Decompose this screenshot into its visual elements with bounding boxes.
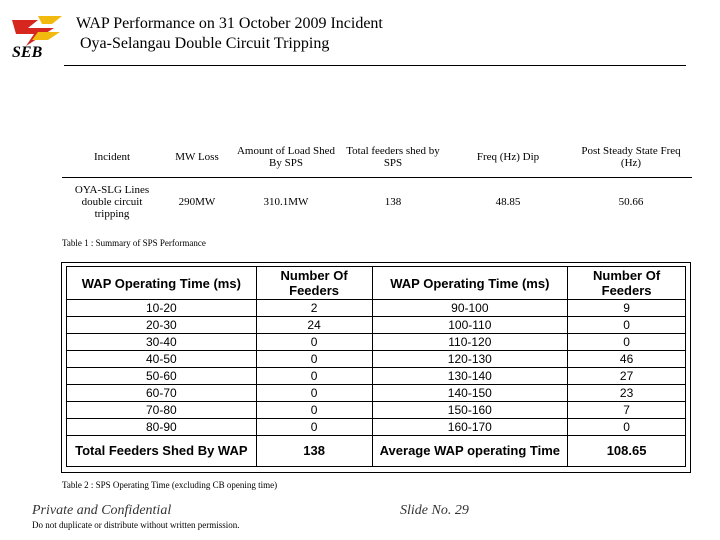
table2-header-cell: WAP Operating Time (ms)	[67, 267, 257, 300]
table2-cell: 27	[568, 368, 686, 385]
table2-row	[67, 334, 686, 351]
table1-header-cell: Freq (Hz) Dip	[446, 137, 570, 178]
table2-cell: 150-160	[372, 402, 568, 419]
table2-cell: 130-140	[372, 368, 568, 385]
table2-cell: 46	[568, 351, 686, 368]
table2-cell: 120-130	[372, 351, 568, 368]
title-line-2: Oya-Selangau Double Circuit Tripping	[80, 35, 330, 52]
table2-cell: 30-40	[67, 334, 257, 351]
title-line-1: WAP Performance on 31 October 2009 Incident	[76, 15, 383, 32]
table2-cell: 2	[256, 300, 372, 317]
table2-cell: 0	[256, 385, 372, 402]
table1-cell: 138	[384, 196, 402, 208]
table2-row	[67, 402, 686, 419]
table1-header-cell: Incident	[62, 137, 162, 178]
operating-time-table-frame	[61, 262, 691, 473]
table1-header-cell: Amount of Load Shed By SPS	[232, 137, 340, 178]
table2-header-cell: Number Of Feeders	[568, 267, 686, 300]
table2-cell: 0	[256, 368, 372, 385]
table2-cell: 20-30	[67, 317, 257, 334]
table2-cell: 100-110	[372, 317, 568, 334]
table2-cell: 0	[256, 334, 372, 351]
table2-cell: 60-70	[67, 385, 257, 402]
table2-cell: 24	[256, 317, 372, 334]
table2-cell: 40-50	[67, 351, 257, 368]
table2-footer-cell: 108.65	[568, 436, 686, 467]
table2-cell: 23	[568, 385, 686, 402]
table1-data-row	[62, 178, 692, 227]
table2-cell: 0	[256, 351, 372, 368]
table2-cell: 110-120	[372, 334, 568, 351]
table1-caption: Table 1 : Summary of SPS Performance	[62, 238, 206, 248]
table1-cell: OYA-SLG Lines double circuit tripping	[74, 184, 150, 220]
table2-caption: Table 2 : SPS Operating Time (excluding CB opening time)	[62, 480, 278, 490]
table2-row	[67, 385, 686, 402]
table2-cell: 90-100	[372, 300, 568, 317]
table2-cell: 70-80	[67, 402, 257, 419]
table1-header-cell: MW Loss	[162, 137, 232, 178]
confidential-label: Private and Confidential	[32, 503, 172, 518]
table2-cell: 0	[568, 317, 686, 334]
title-divider	[64, 65, 686, 66]
table2-cell: 80-90	[67, 419, 257, 436]
table2-footer-cell: Total Feeders Shed By WAP	[67, 436, 257, 467]
table2-row	[67, 300, 686, 317]
table2-row	[67, 351, 686, 368]
table2-cell: 9	[568, 300, 686, 317]
table2-row	[67, 419, 686, 436]
table2-header-cell: WAP Operating Time (ms)	[372, 267, 568, 300]
table2-cell: 0	[256, 402, 372, 419]
table2-row	[67, 317, 686, 334]
table2-footer-cell: 138	[256, 436, 372, 467]
table2-body	[67, 300, 686, 436]
table2-cell: 0	[256, 419, 372, 436]
table2-footer-cell: Average WAP operating Time	[372, 436, 568, 467]
table1-cell: 48.85	[495, 196, 521, 208]
table1-header-cell: Total feeders shed by SPS	[340, 137, 446, 178]
distribution-notice: Do not duplicate or distribute without written permission.	[32, 520, 240, 530]
table2-cell: 0	[568, 419, 686, 436]
table2-footer-row	[67, 436, 686, 467]
slide-number: Slide No. 29	[400, 503, 469, 518]
slide-title	[76, 14, 383, 54]
table2-header-cell: Number Of Feeders	[256, 267, 372, 300]
table2-cell: 0	[568, 334, 686, 351]
logo-text: SEB	[12, 44, 43, 61]
table1-header-row	[62, 137, 692, 178]
table2-cell: 7	[568, 402, 686, 419]
table1-cell: 310.1MW	[263, 196, 309, 208]
table2-cell: 160-170	[372, 419, 568, 436]
table2-cell: 140-150	[372, 385, 568, 402]
operating-time-table	[66, 266, 686, 467]
table2-header-row	[67, 267, 686, 300]
table1-header-cell: Post Steady State Freq (Hz)	[570, 137, 692, 178]
table2-cell: 50-60	[67, 368, 257, 385]
table1-cell: 50.66	[618, 196, 644, 208]
table1-cell: 290MW	[178, 196, 216, 208]
table2-row	[67, 368, 686, 385]
table2-cell: 10-20	[67, 300, 257, 317]
sps-summary-table	[62, 137, 692, 226]
